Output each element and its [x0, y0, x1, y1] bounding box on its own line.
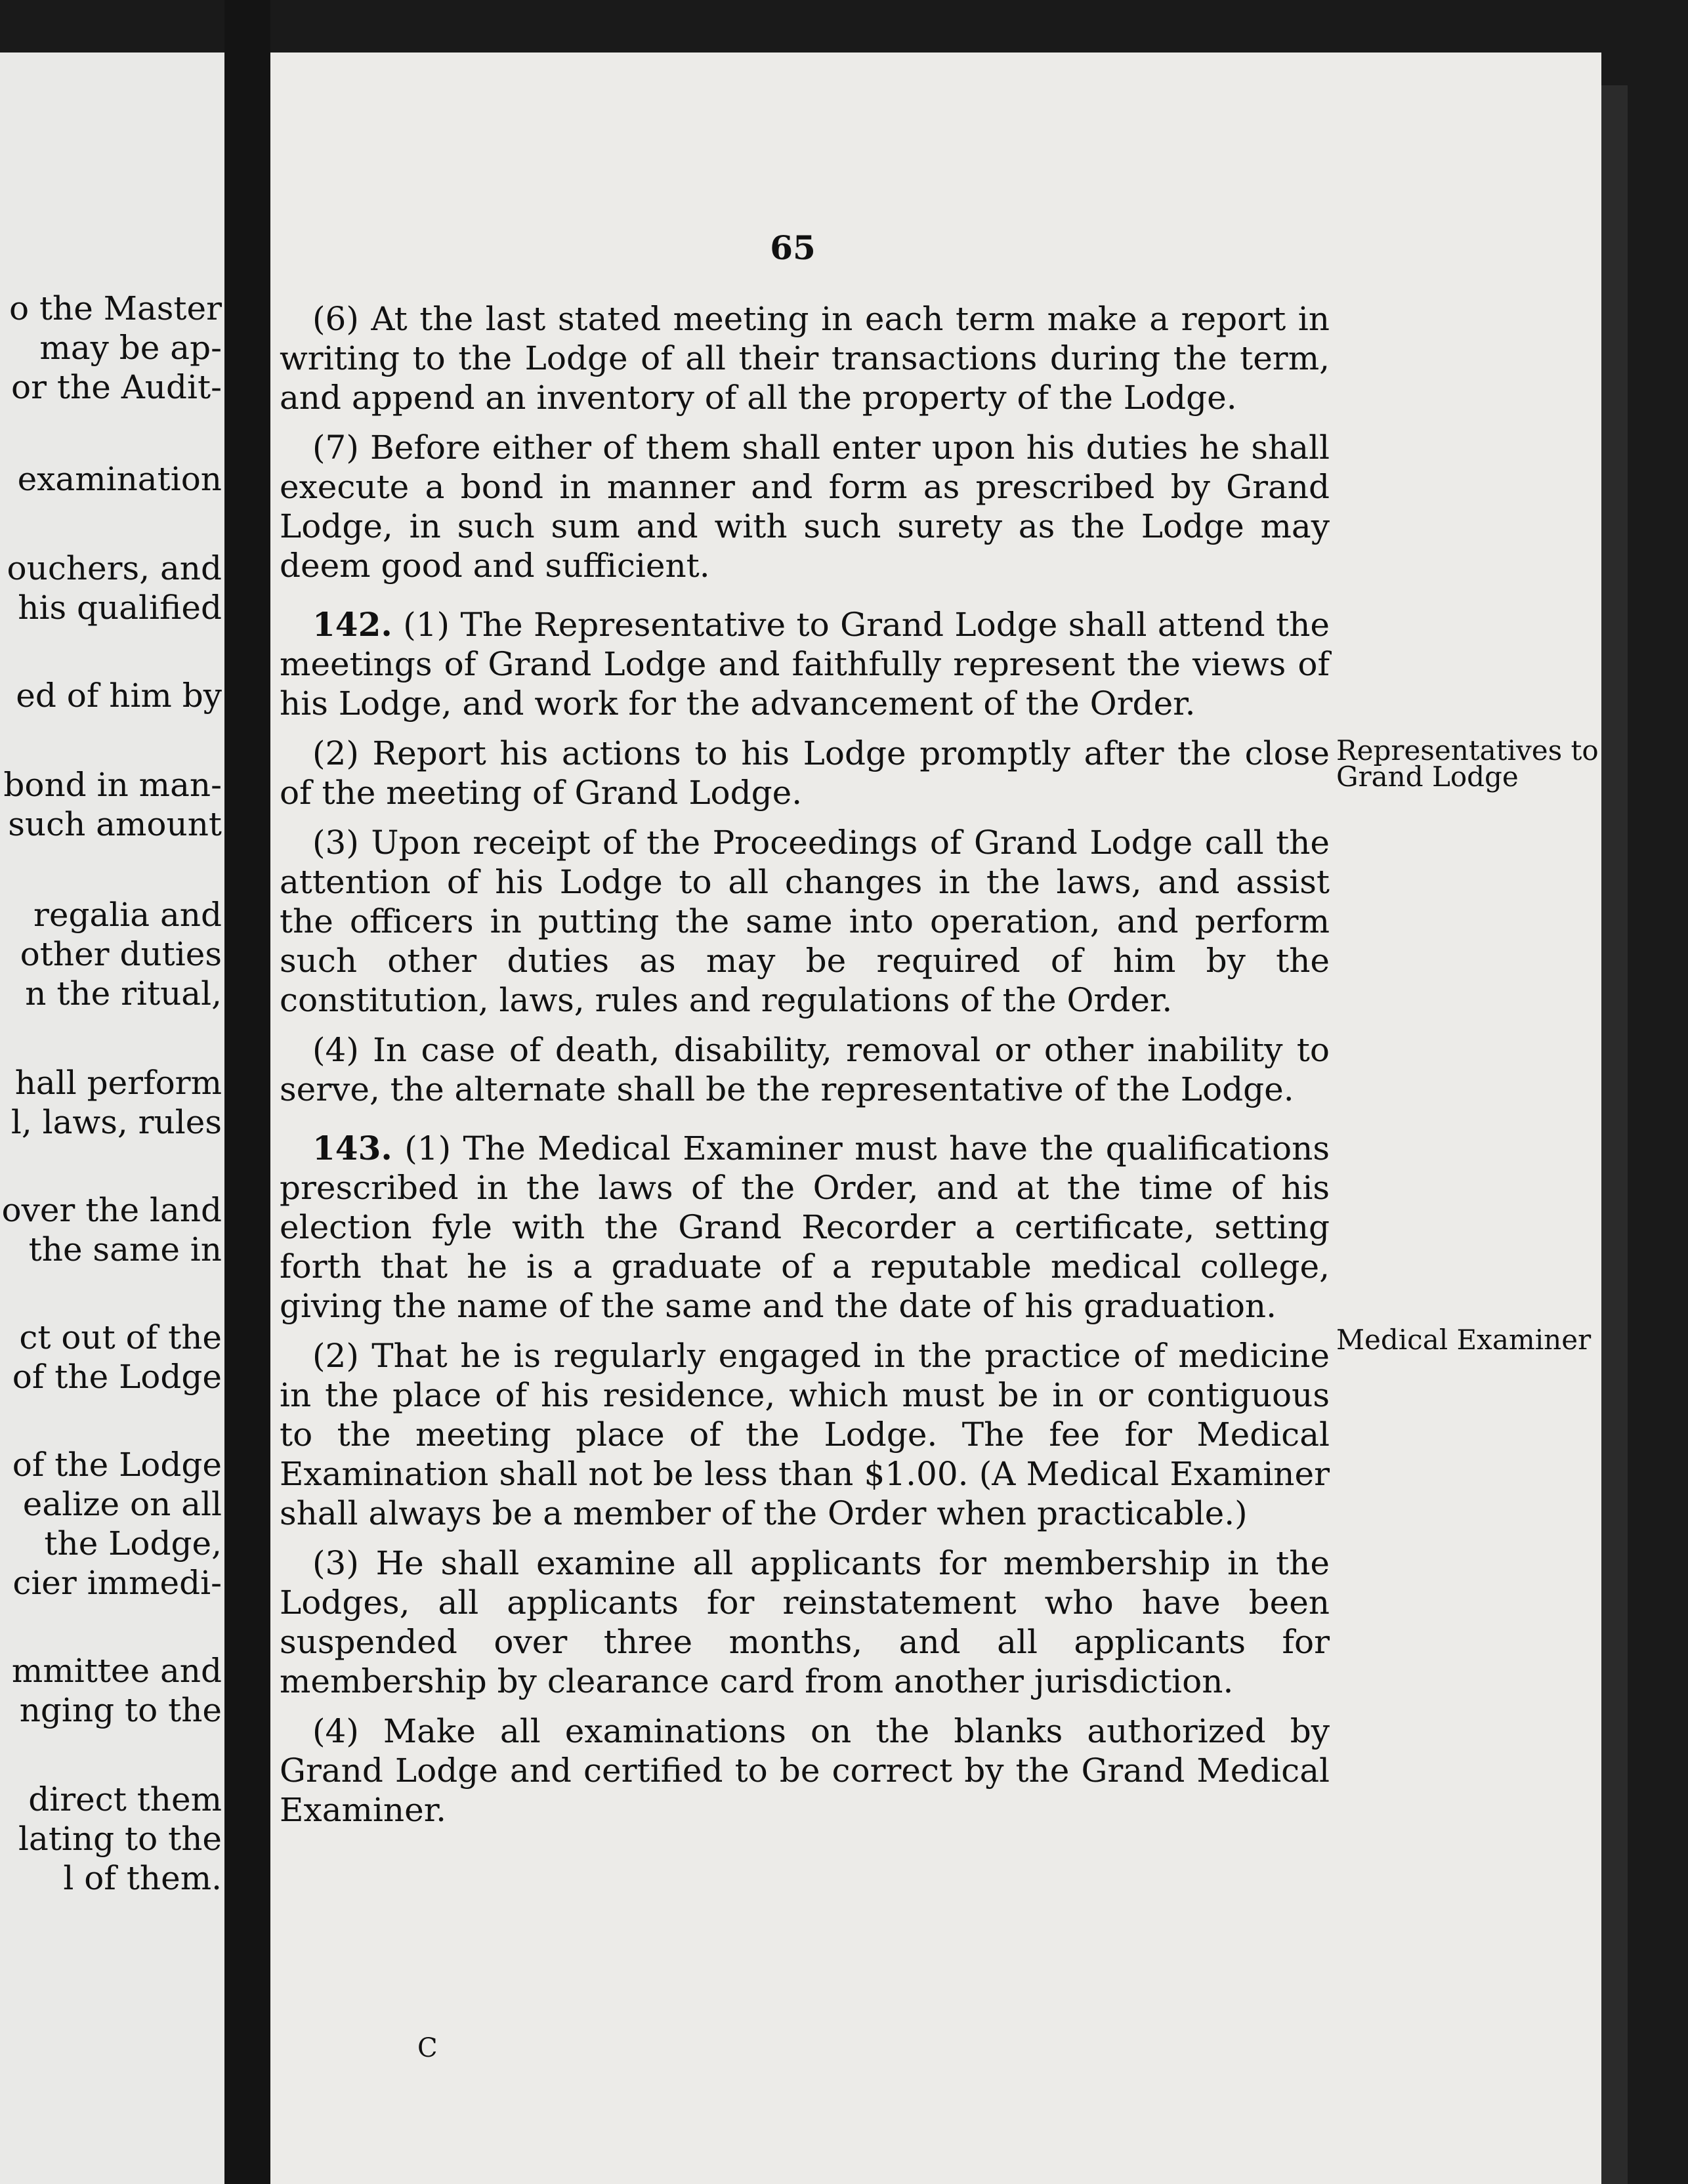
- paragraph-text: (4) In case of death, disability, removal or other inability to serve, the alternate shall be the representative of the Lodge.: [280, 1031, 1330, 1108]
- previous-page-line: direct them: [28, 1780, 222, 1818]
- previous-page-line: of the Lodge: [12, 1358, 222, 1396]
- paragraph-text: (2) That he is regularly engaged in the practice of medicine in the place of his residence, which must be in or contiguous to the meeting place of the Lodge. The fee for Medical Examination shall not be less than $1.00. (A Medical Examiner shall always be a member of the Order when practicable.): [280, 1337, 1330, 1532]
- previous-page-line: n the ritual,: [25, 975, 222, 1013]
- paragraph-text: (6) At the last stated meeting in each term make a report in writing to the Lodge of all their transactions during the term, and append an inventory of all the property of the Lodge.: [280, 300, 1330, 417]
- section-paragraph: [280, 605, 1330, 723]
- previous-page-line: l, laws, rules: [11, 1103, 222, 1141]
- previous-page-line: such amount: [8, 805, 222, 843]
- page-number: 65: [770, 228, 816, 267]
- book-gutter: [224, 0, 270, 2184]
- previous-page-line: may be ap-: [39, 329, 222, 367]
- page-edge-shadow: [1601, 85, 1628, 2184]
- subsection-paragraph: [280, 1030, 1330, 1109]
- previous-page-line: cier immedi-: [12, 1564, 222, 1602]
- paragraph-text: (1) The Representative to Grand Lodge shall attend the meetings of Grand Lodge and faithfully represent the views of his Lodge, and work for the advancement of the Order.: [280, 606, 1330, 723]
- page-foot-mark: C: [417, 2033, 438, 2063]
- book-page: [270, 52, 1601, 2184]
- subsection-paragraph: [280, 299, 1330, 417]
- paragraph-text: (1) The Medical Examiner must have the qualifications prescribed in the laws of the Order, and at the time of his election fyle with the Grand Recorder a certificate, setting forth that he is a graduate of a reputable medical college, giving the name of the same and the date of his graduation.: [280, 1129, 1330, 1325]
- subsection-paragraph: [280, 1712, 1330, 1830]
- paragraph-text: (3) Upon receipt of the Proceedings of Grand Lodge call the attention of his Lodge to all changes in the laws, and assist the officers in putting the same into operation, and perform such other duties as may be required of him by the constitution, laws, rules and regulations of the Order.: [280, 824, 1330, 1019]
- previous-page-line: o the Master: [9, 289, 222, 327]
- previous-page-line: ed of him by: [16, 677, 222, 715]
- subsection-paragraph: [280, 1336, 1330, 1533]
- sidenote-representatives: Representatives to Grand Lodge: [1336, 734, 1599, 793]
- section-number: 142.: [312, 605, 392, 644]
- subsection-paragraph: [280, 1544, 1330, 1701]
- previous-page-line: the Lodge,: [44, 1524, 222, 1563]
- previous-page-line: hall perform: [14, 1064, 222, 1102]
- previous-page-line: ouchers, and: [7, 549, 222, 587]
- page-body: [280, 299, 1330, 1840]
- previous-page-line: ealize on all: [22, 1485, 222, 1523]
- subsection-paragraph: [280, 734, 1330, 812]
- section-paragraph: [280, 1129, 1330, 1326]
- previous-page-line: mmittee and: [11, 1652, 222, 1690]
- previous-page-line: regalia and: [33, 896, 222, 934]
- section-number: 143.: [312, 1129, 392, 1167]
- previous-page-line: bond in man-: [3, 766, 222, 804]
- previous-page-line: ct out of the: [19, 1318, 222, 1356]
- previous-page-line: of the Lodge: [12, 1446, 222, 1484]
- previous-page-fragment: [0, 52, 224, 2184]
- subsection-paragraph: [280, 428, 1330, 585]
- previous-page-line: over the land: [1, 1191, 222, 1229]
- previous-page-line: examination: [17, 460, 222, 498]
- previous-page-line: nging to the: [19, 1691, 222, 1729]
- previous-page-line: the same in: [28, 1230, 222, 1269]
- subsection-paragraph: [280, 823, 1330, 1020]
- previous-page-line: l of them.: [63, 1859, 222, 1897]
- paragraph-text: (2) Report his actions to his Lodge promptly after the close of the meeting of Grand Lodge.: [280, 734, 1330, 812]
- previous-page-line: lating to the: [18, 1820, 222, 1858]
- previous-page-line: his qualified: [18, 589, 222, 627]
- sidenote-medical-examiner: Medical Examiner: [1336, 1324, 1592, 1356]
- previous-page-line: other duties: [20, 935, 222, 973]
- paragraph-text: (3) He shall examine all applicants for membership in the Lodges, all applicants for reinstatement who have been suspended over three months, and all applicants for membership by clearance card from another jurisdiction.: [280, 1544, 1330, 1700]
- previous-page-line: or the Audit-: [11, 368, 222, 406]
- paragraph-text: (7) Before either of them shall enter upon his duties he shall execute a bond in manner and form as prescribed by Grand Lodge, in such sum and with such surety as the Lodge may deem good and sufficient.: [280, 429, 1330, 585]
- paragraph-text: (4) Make all examinations on the blanks authorized by Grand Lodge and certified to be correct by the Grand Medical Examiner.: [280, 1712, 1330, 1829]
